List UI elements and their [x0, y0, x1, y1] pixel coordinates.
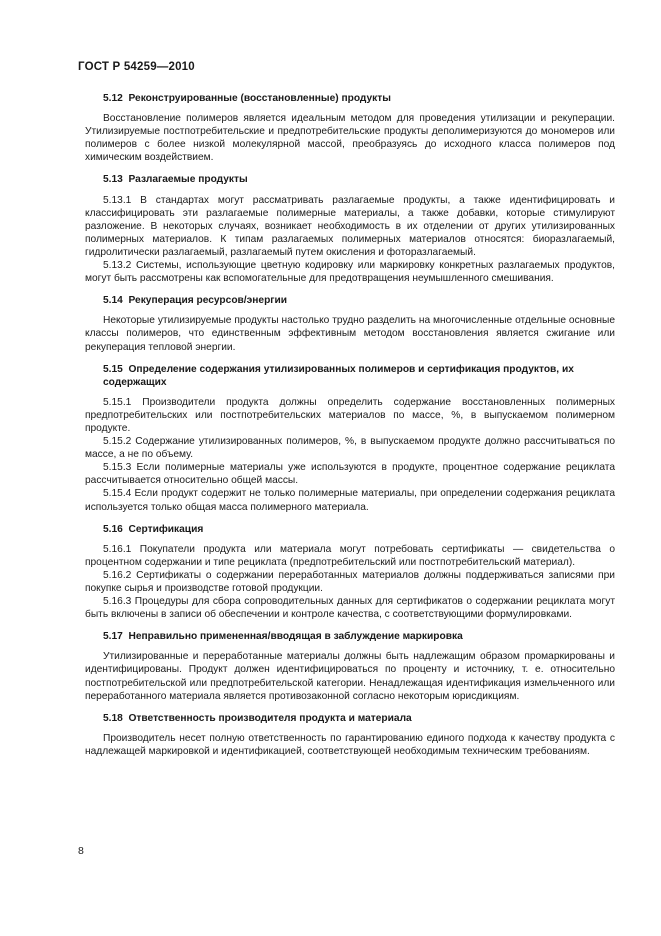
section-heading [85, 92, 615, 105]
section-number: 5.18 [103, 712, 123, 724]
section-heading [85, 173, 615, 186]
section-title: Определение содержания утилизированных полимеров и сертификация продуктов, их содержащих [103, 363, 574, 388]
section-title: Неправильно примененная/вводящая в заблуждение маркировка [128, 631, 463, 643]
paragraph: 5.15.1 Производители продукта должны определить содержание восстановленных полимерных предпотребительских или постпотребительских материалов по массе, %, в выпускаемом полимерном продукте. [85, 396, 615, 434]
paragraph: 5.16.3 Процедуры для сбора сопроводительных данных для сертификатов о содержании рециклата могут быть включены в записи об обеспечении и контроле качества, с соответствующими формулировками. [85, 596, 615, 621]
section-5-14 [85, 294, 615, 353]
section-5-18 [85, 712, 615, 758]
section-heading [85, 523, 615, 536]
section-title: Ответственность производителя продукта и материала [128, 712, 412, 724]
section-heading [85, 294, 615, 307]
section-number: 5.12 [103, 93, 123, 104]
page-number: 8 [78, 845, 84, 857]
section-number: 5.13 [103, 174, 123, 186]
section-number: 5.14 [103, 295, 123, 307]
section-heading [85, 712, 615, 725]
document-body [85, 92, 615, 767]
section-number: 5.16 [103, 523, 123, 535]
paragraph: Некоторые утилизируемые продукты настолько трудно разделить на многочисленные отдельные основные классы полимеров, что единственным эффективным методом восстановления является сжигание или рекуперация тепловой энергии. [85, 315, 615, 353]
paragraph: 5.13.1 В стандартах могут рассматривать разлагаемые продукты, а также идентифицировать и классифицировать эти разлагаемые полимерные материалы, а также добавки, которые стимулируют разложение. В некоторых случаях, возникает необходимость в их отделении от других утилизированных полимерных материалов. К типам разлагаемых полимерных материалов относятся: биоразлагаемый, гидролитически разлагаемый, разлагаемый путем окисления и фоторазлагаемый. [85, 194, 615, 258]
section-number: 5.17 [103, 631, 123, 643]
paragraph: 5.15.2 Содержание утилизированных полимеров, %, в выпускаемом продукте должно рассчитываться по массе, а не по объему. [85, 436, 615, 461]
paragraph: 5.13.2 Системы, использующие цветную кодировку или маркировку конкретных разлагаемых продуктов, могут быть рассмотрены как вспомогательные для предотвращения неумышленного смешивания. [85, 260, 615, 285]
section-title: Рекуперация ресурсов/энергии [128, 295, 288, 307]
section-title: Реконструированные (восстановленные) продукты [128, 93, 391, 104]
standard-designation: ГОСТ Р 54259—2010 [78, 61, 195, 73]
section-number: 5.15 [103, 363, 123, 375]
paragraph: Восстановление полимеров является идеальным методом для проведения утилизации и рекуперации. Утилизируемые постпотребительские и предпотребительские продукты деполимеризуются до мономеров или полимеров с более низкой молекулярной массой, преобразуясь до исходного класса полимеров под химическим воздействием. [85, 113, 615, 164]
section-heading [85, 630, 615, 643]
paragraph: 5.15.3 Если полимерные материалы уже используются в продукте, процентное содержание рециклата рассчитывается относительно общей массы. [85, 462, 615, 487]
paragraph: 5.16.1 Покупатели продукта или материала могут потребовать сертификаты — свидетельства о процентном содержании и типе рециклата (предпотребительский или постпотребительский материал). [85, 543, 615, 568]
section-5-12 [85, 92, 615, 164]
section-title: Разлагаемые продукты [128, 174, 248, 186]
paragraph: 5.16.2 Сертификаты о содержании переработанных материалов должны поддерживаться записями при покупке сырья и производстве готовой продукции. [85, 569, 615, 594]
paragraph: Производитель несет полную ответственность по гарантированию единого подхода к качеству продукта с надлежащей маркировкой и идентификацией, соответствующей необходимым техническим требованиям. [85, 732, 615, 757]
section-5-15 [85, 363, 615, 514]
paragraph: Утилизированные и переработанные материалы должны быть надлежащим образом промаркированы и идентифицированы. Продукт должен идентифицироваться по проценту и источнику, т. е. относительно постпотребительской или предпотребительской категории. Ненадлежащая идентификация измельченного или переработанного материала является противозаконной согласно некоторым юрисдикциям. [85, 651, 615, 702]
section-5-16 [85, 523, 615, 622]
section-5-13 [85, 173, 615, 285]
paragraph: 5.15.4 Если продукт содержит не только полимерные материалы, при определении содержания рециклата используется только общая масса полимерного материала. [85, 488, 615, 513]
section-5-17 [85, 630, 615, 702]
section-title: Сертификация [128, 523, 204, 535]
section-heading [85, 363, 615, 389]
